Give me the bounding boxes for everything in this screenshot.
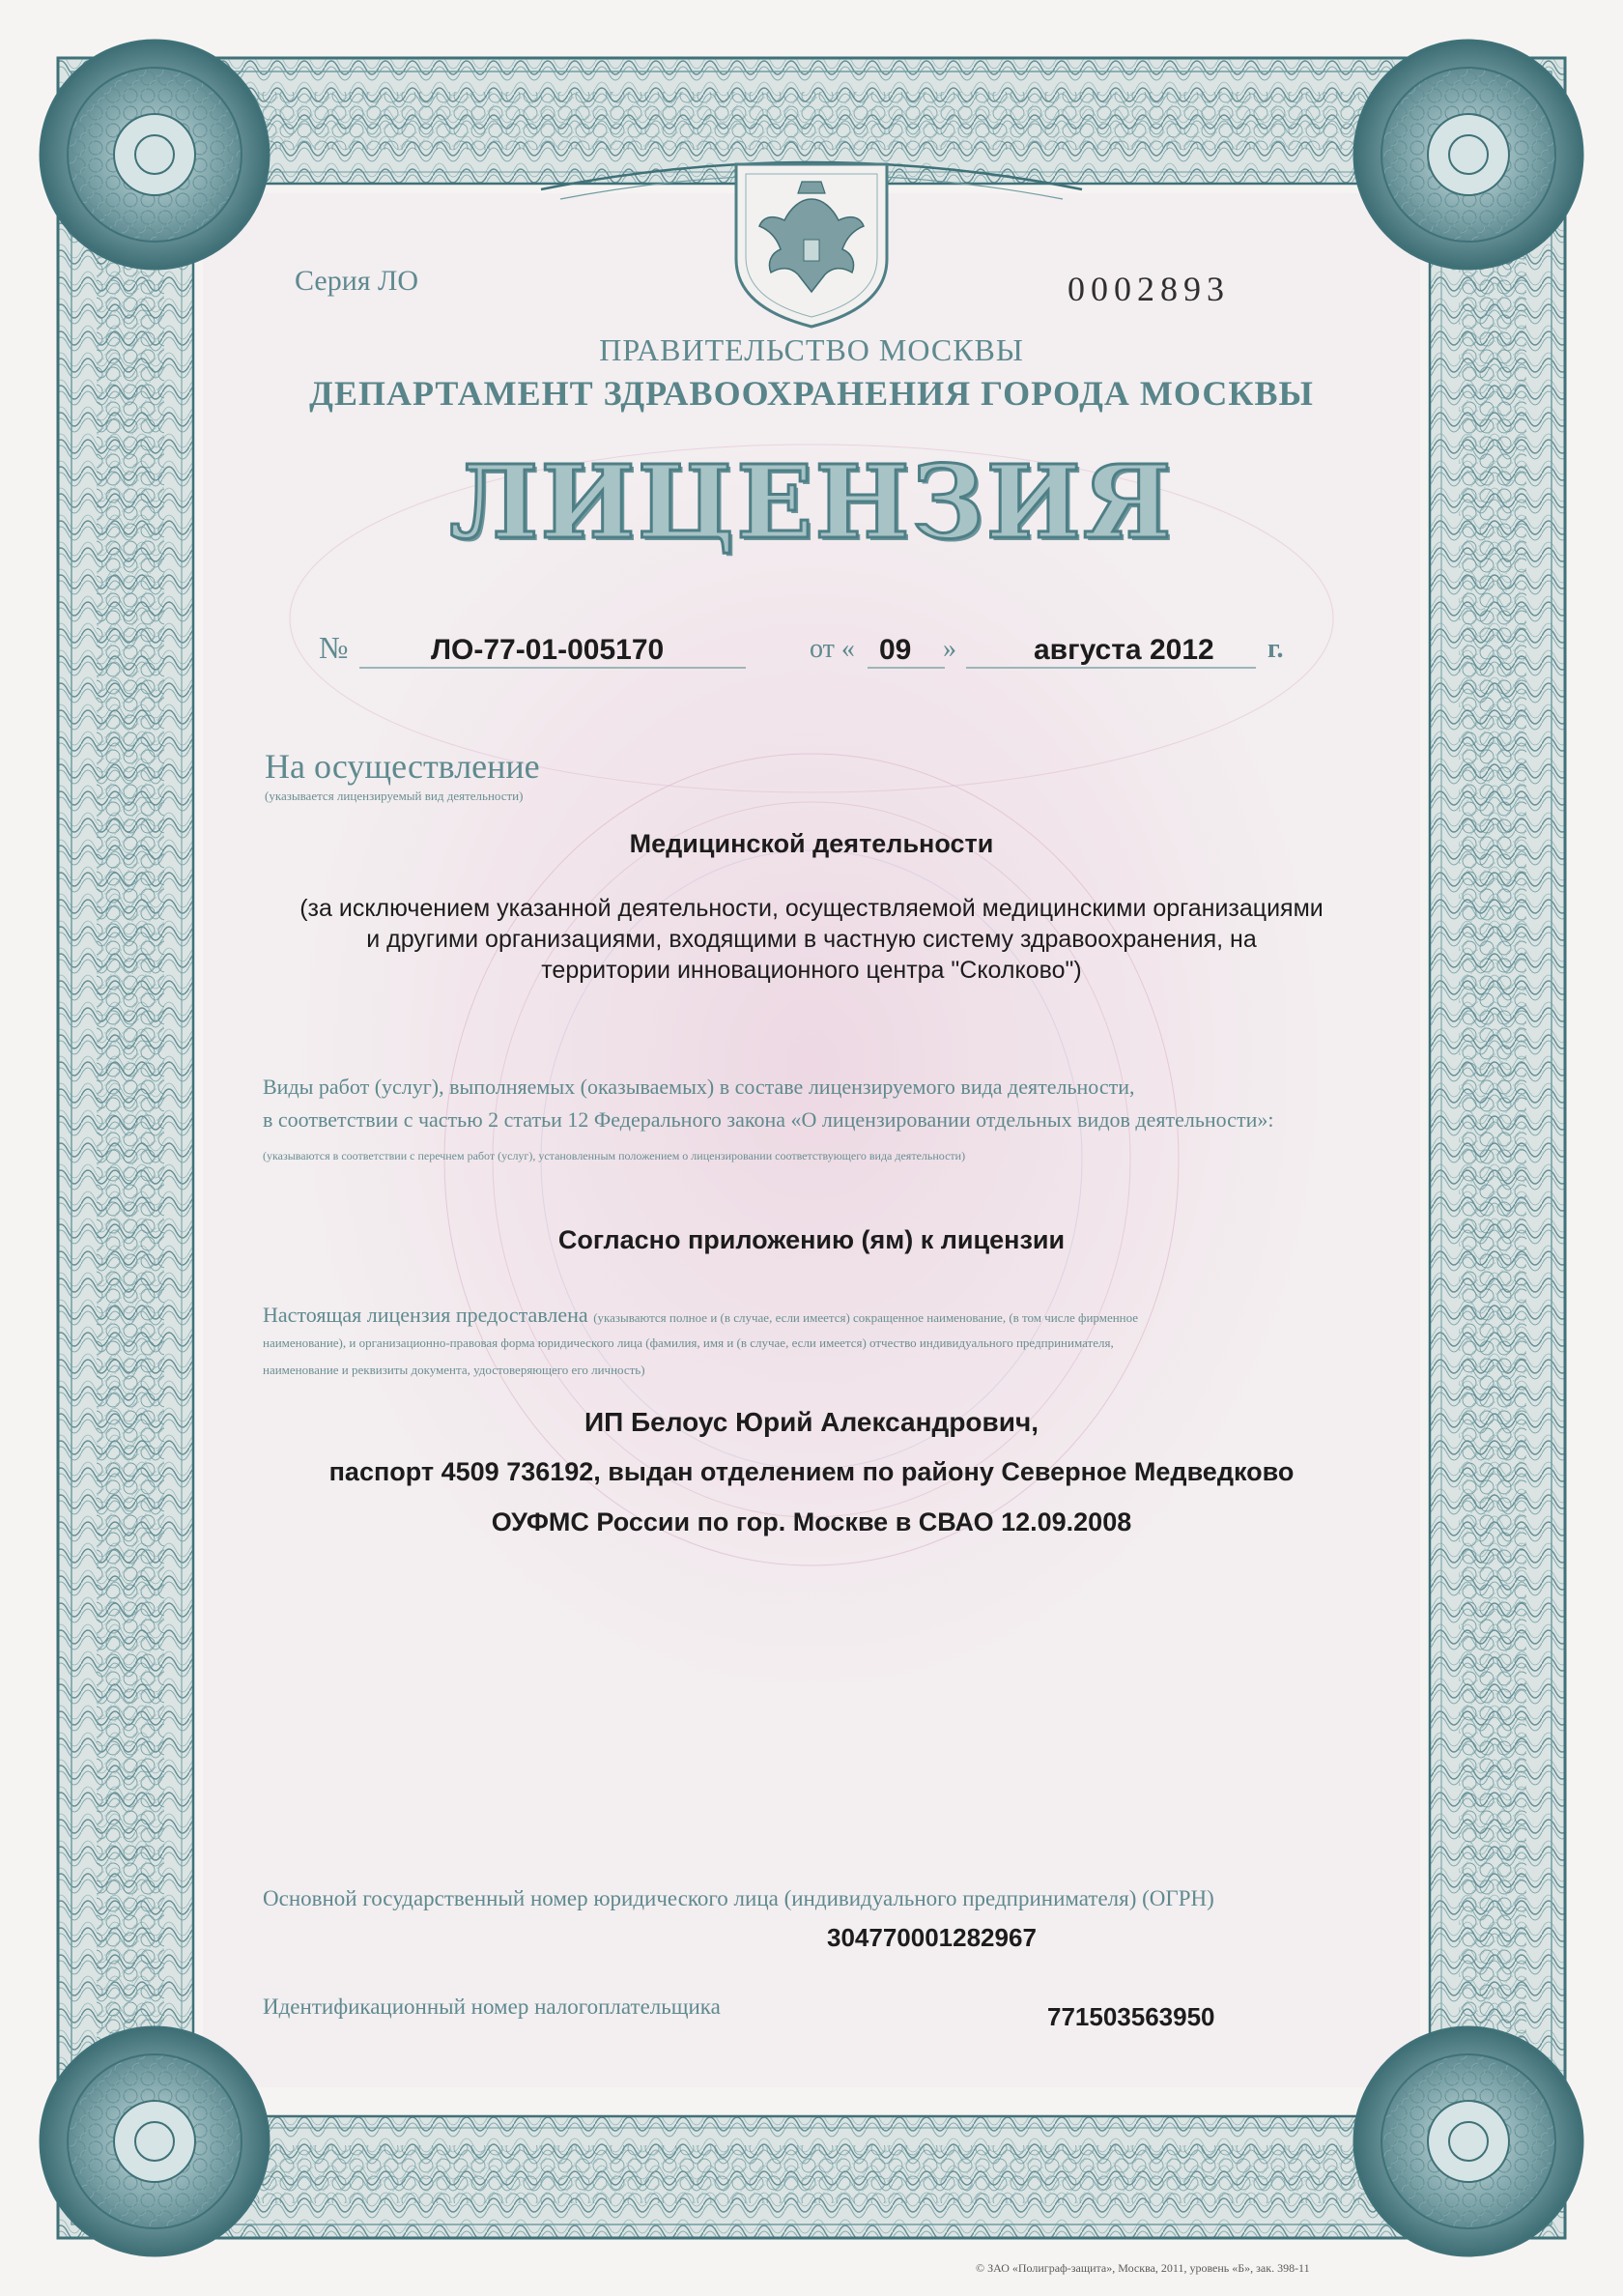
license-number: ЛО-77-01-005170 [431, 634, 665, 666]
holder-hint-line1: (указываются полное и (в случае, если имеется) сокращенное наименование, (в том числе фирменное [593, 1310, 1139, 1325]
holder-hint-line2: наименование), и организационно-правовая форма юридического лица (фамилия, имя и (в случае, если имеется) отчество индивидуального предпринимателя, [263, 1335, 1114, 1350]
year-suffix: г. [1267, 634, 1284, 664]
license-day: 09 [879, 634, 912, 666]
date-from-label: от « [810, 634, 855, 664]
activity-detail [213, 893, 1410, 986]
issuer-government: ПРАВИТЕЛЬСТВО МОСКВЫ [599, 332, 1024, 367]
activity-detail-line: (за исключением указанной деятельности, осуществляемой медицинскими организациями [299, 895, 1324, 922]
ogrn-value: 304770001282967 [827, 1923, 1037, 1952]
activity-detail-line: территории инновационного центра "Сколково") [541, 957, 1082, 984]
holder-label-row [263, 1303, 1138, 1328]
license-number-label: № [319, 630, 349, 665]
serial-number: 0002893 [1068, 270, 1230, 308]
activity-hint: (указывается лицензируемый вид деятельности) [265, 789, 524, 803]
holder-passport-issuer: ОУФМС России по гор. Москве в СВАО 12.09.2008 [491, 1507, 1132, 1536]
activity-title: Медицинской деятельности [629, 829, 994, 858]
holder-label: Настоящая лицензия предоставлена [263, 1303, 588, 1327]
holder-name: ИП Белоус Юрий Александрович, [584, 1407, 1039, 1437]
day-underline [868, 667, 945, 669]
coat-of-arms-icon [736, 164, 887, 327]
corner-rosette-tl [41, 41, 269, 269]
corner-rosette-tr [1354, 41, 1582, 269]
holder-hint-line3: наименование и реквизиты документа, удостоверяющего его личность) [263, 1363, 645, 1377]
license-month-year: августа 2012 [1034, 634, 1214, 666]
holder-passport: паспорт 4509 736192, выдан отделением по району Северное Медведково [328, 1457, 1295, 1486]
works-value: Согласно приложению (ям) к лицензии [557, 1225, 1066, 1254]
series-label: Серия ЛО [295, 265, 419, 297]
document-title: ЛИЦЕНЗИЯ [449, 443, 1174, 561]
corner-rosette-bl [41, 2027, 269, 2255]
issuer-department: ДЕПАРТАМЕНТ ЗДРАВООХРАНЕНИЯ ГОРОДА МОСКВЫ [309, 374, 1314, 413]
number-underline [359, 667, 746, 669]
ogrn-label: Основной государственный номер юридического лица (индивидуального предпринимателя) (ОГРН) [263, 1886, 1214, 1910]
inn-value: 771503563950 [1047, 2002, 1215, 2031]
printer-imprint: © ЗАО «Полиграф-защита», Москва, 2011, уровень «Б», зак. 398-11 [976, 2261, 1310, 2275]
activity-detail-line: и другими организациями, входящими в частную систему здравоохранения, на [366, 926, 1257, 953]
works-hint: (указываются в соответствии с перечнем работ (услуг), установленным положением о лицензировании соответствующего вида деятельности) [263, 1149, 966, 1162]
date-close-quote: » [943, 634, 956, 664]
month-underline [966, 667, 1256, 669]
works-label-line1: Виды работ (услуг), выполняемых (оказываемых) в составе лицензируемого вида деятельности, [263, 1075, 1135, 1099]
corner-rosette-br [1354, 2027, 1582, 2255]
inn-label: Идентификационный номер налогоплательщика [263, 1995, 721, 2019]
activity-label: На осуществление [265, 747, 540, 786]
works-label-line2: в соответствии с частью 2 статьи 12 Федерального закона «О лицензировании отдельных видов деятельности»: [263, 1107, 1274, 1132]
